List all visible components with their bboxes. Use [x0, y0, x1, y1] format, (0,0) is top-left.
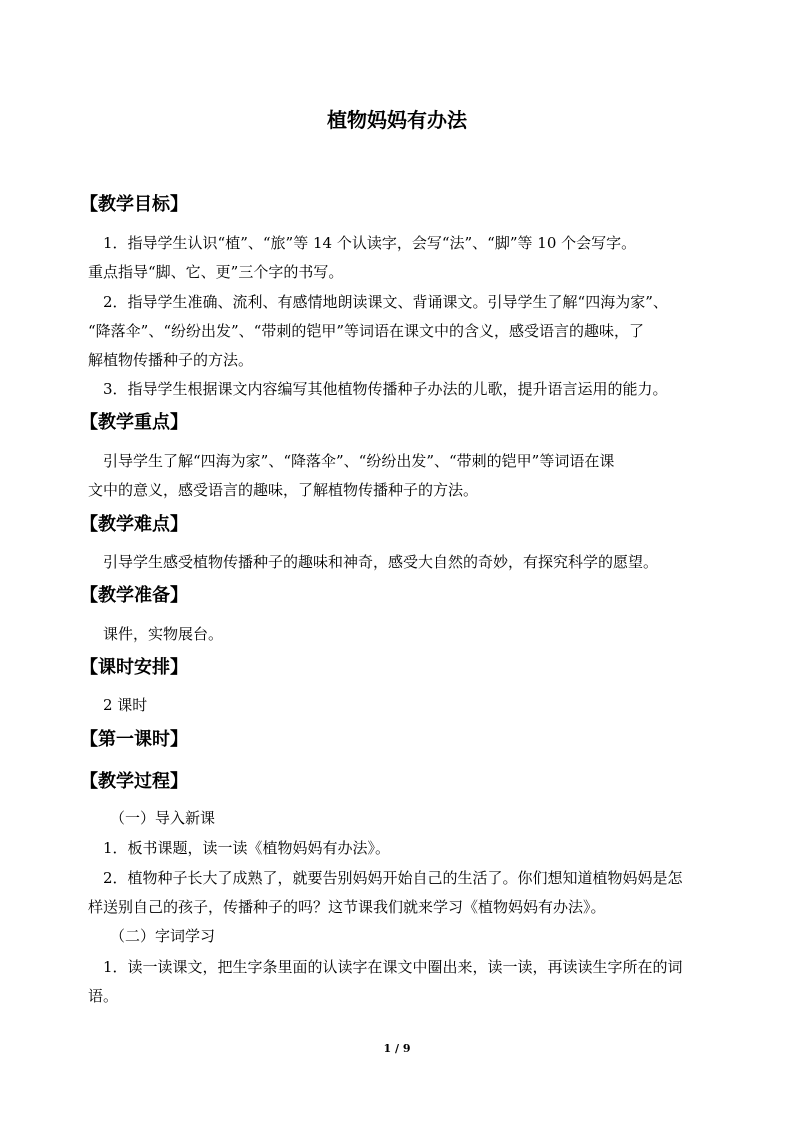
section-heading-key-points: 【教学重点】: [80, 412, 188, 433]
process-sub1-item2-line2: 样送别自己的孩子，传播种子的吗？这节课我们就来学习《植物妈妈有办法》。: [88, 898, 606, 916]
section-heading-difficulties: 【教学难点】: [80, 514, 188, 535]
goals-item2-line1: 2．指导学生准确、流利、有感情地朗读课文、背诵课文。引导学生了解“四海为家”、: [103, 293, 668, 311]
goals-item1-line1: 1．指导学生认识“植”、“旅”等 14 个认读字，会写“法”、“脚”等 10 个会写字。: [103, 234, 637, 252]
page-number: 1 / 9: [383, 1042, 411, 1055]
section-heading-preparation: 【教学准备】: [80, 585, 188, 606]
key-points-line1: 引导学生了解“四海为家”、“降落伞”、“纷纷出发”、“带刺的铠甲”等词语在课: [103, 452, 615, 470]
goals-item2-line3: 解植物传播种子的方法。: [88, 351, 254, 369]
process-sub1-item2-line1: 2．植物种子长大了成熟了，就要告别妈妈开始自己的生活了。你们想知道植物妈妈是怎: [103, 869, 683, 887]
process-sub2-item1-line1: 1．读一读课文，把生字条里面的认读字在课文中圈出来，读一读，再读读生字所在的词: [103, 958, 683, 976]
goals-item2-line2: “降落伞”、“纷纷出发”、“带刺的铠甲”等词语在课文中的含义，感受语言的趣味，了: [88, 322, 645, 340]
section-heading-goals: 【教学目标】: [80, 194, 188, 215]
section-heading-schedule: 【课时安排】: [80, 657, 188, 678]
goals-item1-line2: 重点指导“脚、它、更”三个字的书写。: [88, 263, 344, 281]
document-title: 植物妈妈有办法: [327, 108, 467, 132]
process-sub1-heading: （一）导入新课: [110, 809, 216, 827]
process-sub2-heading: （二）字词学习: [110, 927, 216, 945]
process-sub1-item1: 1．板书课题，读一读《植物妈妈有办法》。: [103, 839, 391, 857]
key-points-line2: 文中的意义，感受语言的趣味，了解植物传播种子的方法。: [88, 481, 479, 499]
section-heading-process: 【教学过程】: [80, 771, 188, 792]
process-sub2-item1-line2: 语。: [88, 987, 119, 1005]
difficulties-line1: 引导学生感受植物传播种子的趣味和神奇，感受大自然的奇妙，有探究科学的愿望。: [103, 553, 659, 571]
preparation-line1: 课件，实物展台。: [103, 625, 224, 643]
goals-item3-line1: 3．指导学生根据课文内容编写其他植物传播种子办法的儿歌，提升语言运用的能力。: [103, 380, 668, 398]
section-heading-first-lesson: 【第一课时】: [80, 729, 188, 750]
schedule-line1: 2 课时: [103, 696, 148, 714]
